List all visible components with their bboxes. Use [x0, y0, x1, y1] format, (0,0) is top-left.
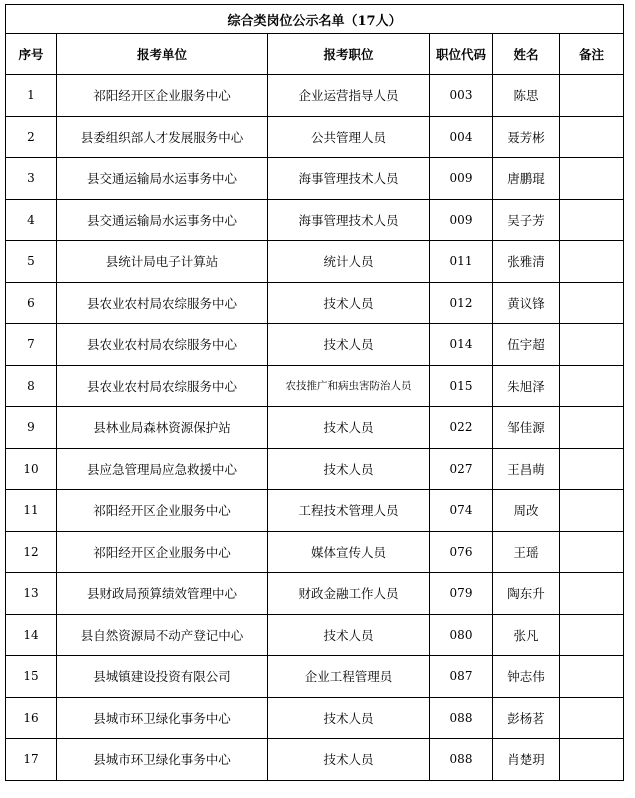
cell-name: 黄议锋: [493, 282, 560, 324]
cell-remarks: [560, 697, 624, 739]
table-row: [6, 158, 624, 200]
table-title: 综合类岗位公示名单（17人）: [6, 5, 624, 34]
cell-name: 聂芳彬: [493, 116, 560, 158]
cell-remarks: [560, 448, 624, 490]
cell-unit: 县交通运输局水运事务中心: [57, 158, 268, 200]
cell-position-code: 014: [430, 324, 493, 366]
header-unit: 报考单位: [57, 34, 268, 75]
cell-position: 技术人员: [268, 324, 430, 366]
cell-position: 技术人员: [268, 739, 430, 781]
cell-unit: 县城镇建设投资有限公司: [57, 656, 268, 698]
cell-remarks: [560, 324, 624, 366]
cell-position-code: 012: [430, 282, 493, 324]
cell-name: 王瑶: [493, 531, 560, 573]
cell-remarks: [560, 531, 624, 573]
cell-remarks: [560, 158, 624, 200]
cell-remarks: [560, 407, 624, 449]
cell-name: 肖楚玥: [493, 739, 560, 781]
cell-remarks: [560, 739, 624, 781]
header-index: 序号: [6, 34, 57, 75]
cell-name: 唐鹏琨: [493, 158, 560, 200]
cell-name: 伍宇超: [493, 324, 560, 366]
cell-index: 11: [6, 490, 57, 532]
cell-position-code: 074: [430, 490, 493, 532]
cell-index: 6: [6, 282, 57, 324]
cell-unit: 县城市环卫绿化事务中心: [57, 739, 268, 781]
cell-index: 16: [6, 697, 57, 739]
cell-position-code: 009: [430, 158, 493, 200]
table-row: [6, 324, 624, 366]
cell-position-code: 087: [430, 656, 493, 698]
cell-unit: 县应急管理局应急救援中心: [57, 448, 268, 490]
cell-name: 邹佳源: [493, 407, 560, 449]
cell-remarks: [560, 116, 624, 158]
cell-name: 陈思: [493, 75, 560, 117]
cell-unit: 县农业农村局农综服务中心: [57, 324, 268, 366]
cell-index: 7: [6, 324, 57, 366]
cell-name: 张雅清: [493, 241, 560, 283]
table-row: [6, 697, 624, 739]
table-row: [6, 365, 624, 407]
cell-position: 企业运营指导人员: [268, 75, 430, 117]
cell-position-code: 022: [430, 407, 493, 449]
table-row: [6, 407, 624, 449]
table-row: [6, 739, 624, 781]
cell-index: 1: [6, 75, 57, 117]
cell-index: 15: [6, 656, 57, 698]
cell-unit: 祁阳经开区企业服务中心: [57, 490, 268, 532]
table-row: [6, 531, 624, 573]
table-row: [6, 656, 624, 698]
cell-unit: 祁阳经开区企业服务中心: [57, 75, 268, 117]
cell-index: 10: [6, 448, 57, 490]
header-position-code: 职位代码: [430, 34, 493, 75]
cell-index: 2: [6, 116, 57, 158]
cell-position: 技术人员: [268, 448, 430, 490]
cell-position-code: 088: [430, 739, 493, 781]
table-row: [6, 490, 624, 532]
cell-name: 张凡: [493, 614, 560, 656]
cell-unit: 县城市环卫绿化事务中心: [57, 697, 268, 739]
roster-body: [6, 75, 624, 781]
roster-table: [5, 4, 624, 781]
cell-index: 14: [6, 614, 57, 656]
cell-name: 周改: [493, 490, 560, 532]
cell-name: 王昌萌: [493, 448, 560, 490]
cell-name: 彭杨茗: [493, 697, 560, 739]
table-row: [6, 75, 624, 117]
cell-position: 工程技术管理人员: [268, 490, 430, 532]
cell-remarks: [560, 75, 624, 117]
cell-position: 财政金融工作人员: [268, 573, 430, 615]
cell-position-code: 011: [430, 241, 493, 283]
cell-position: 海事管理技术人员: [268, 199, 430, 241]
cell-position: 技术人员: [268, 407, 430, 449]
cell-index: 9: [6, 407, 57, 449]
cell-unit: 县自然资源局不动产登记中心: [57, 614, 268, 656]
table-row: [6, 199, 624, 241]
cell-position-code: 009: [430, 199, 493, 241]
cell-position: 农技推广和病虫害防治人员: [268, 365, 430, 407]
cell-name: 朱旭泽: [493, 365, 560, 407]
cell-position-code: 080: [430, 614, 493, 656]
cell-name: 钟志伟: [493, 656, 560, 698]
cell-index: 17: [6, 739, 57, 781]
cell-position: 企业工程管理员: [268, 656, 430, 698]
table-row: [6, 448, 624, 490]
cell-position-code: 027: [430, 448, 493, 490]
cell-name: 陶东升: [493, 573, 560, 615]
cell-index: 13: [6, 573, 57, 615]
table-row: [6, 116, 624, 158]
cell-remarks: [560, 490, 624, 532]
cell-position: 海事管理技术人员: [268, 158, 430, 200]
table-row: [6, 614, 624, 656]
table-row: [6, 573, 624, 615]
cell-remarks: [560, 241, 624, 283]
cell-index: 8: [6, 365, 57, 407]
cell-index: 12: [6, 531, 57, 573]
cell-unit: 县财政局预算绩效管理中心: [57, 573, 268, 615]
cell-unit: 县交通运输局水运事务中心: [57, 199, 268, 241]
cell-position-code: 015: [430, 365, 493, 407]
column-header-row: [6, 34, 624, 75]
cell-index: 3: [6, 158, 57, 200]
cell-unit: 县林业局森林资源保护站: [57, 407, 268, 449]
header-position: 报考职位: [268, 34, 430, 75]
table-row: [6, 282, 624, 324]
cell-remarks: [560, 656, 624, 698]
header-remarks: 备注: [560, 34, 624, 75]
cell-position-code: 088: [430, 697, 493, 739]
cell-remarks: [560, 614, 624, 656]
cell-position-code: 004: [430, 116, 493, 158]
cell-unit: 县统计局电子计算站: [57, 241, 268, 283]
cell-position: 统计人员: [268, 241, 430, 283]
cell-position-code: 003: [430, 75, 493, 117]
cell-unit: 县农业农村局农综服务中心: [57, 365, 268, 407]
cell-position: 技术人员: [268, 614, 430, 656]
cell-unit: 县农业农村局农综服务中心: [57, 282, 268, 324]
cell-remarks: [560, 573, 624, 615]
cell-position: 公共管理人员: [268, 116, 430, 158]
cell-position: 技术人员: [268, 282, 430, 324]
cell-index: 5: [6, 241, 57, 283]
cell-remarks: [560, 282, 624, 324]
cell-position-code: 076: [430, 531, 493, 573]
cell-remarks: [560, 365, 624, 407]
table-row: [6, 241, 624, 283]
cell-name: 吴子芳: [493, 199, 560, 241]
cell-remarks: [560, 199, 624, 241]
roster-document: [5, 4, 623, 781]
cell-position: 技术人员: [268, 697, 430, 739]
cell-unit: 祁阳经开区企业服务中心: [57, 531, 268, 573]
cell-position: 媒体宣传人员: [268, 531, 430, 573]
cell-position-code: 079: [430, 573, 493, 615]
header-name: 姓名: [493, 34, 560, 75]
cell-unit: 县委组织部人才发展服务中心: [57, 116, 268, 158]
cell-index: 4: [6, 199, 57, 241]
